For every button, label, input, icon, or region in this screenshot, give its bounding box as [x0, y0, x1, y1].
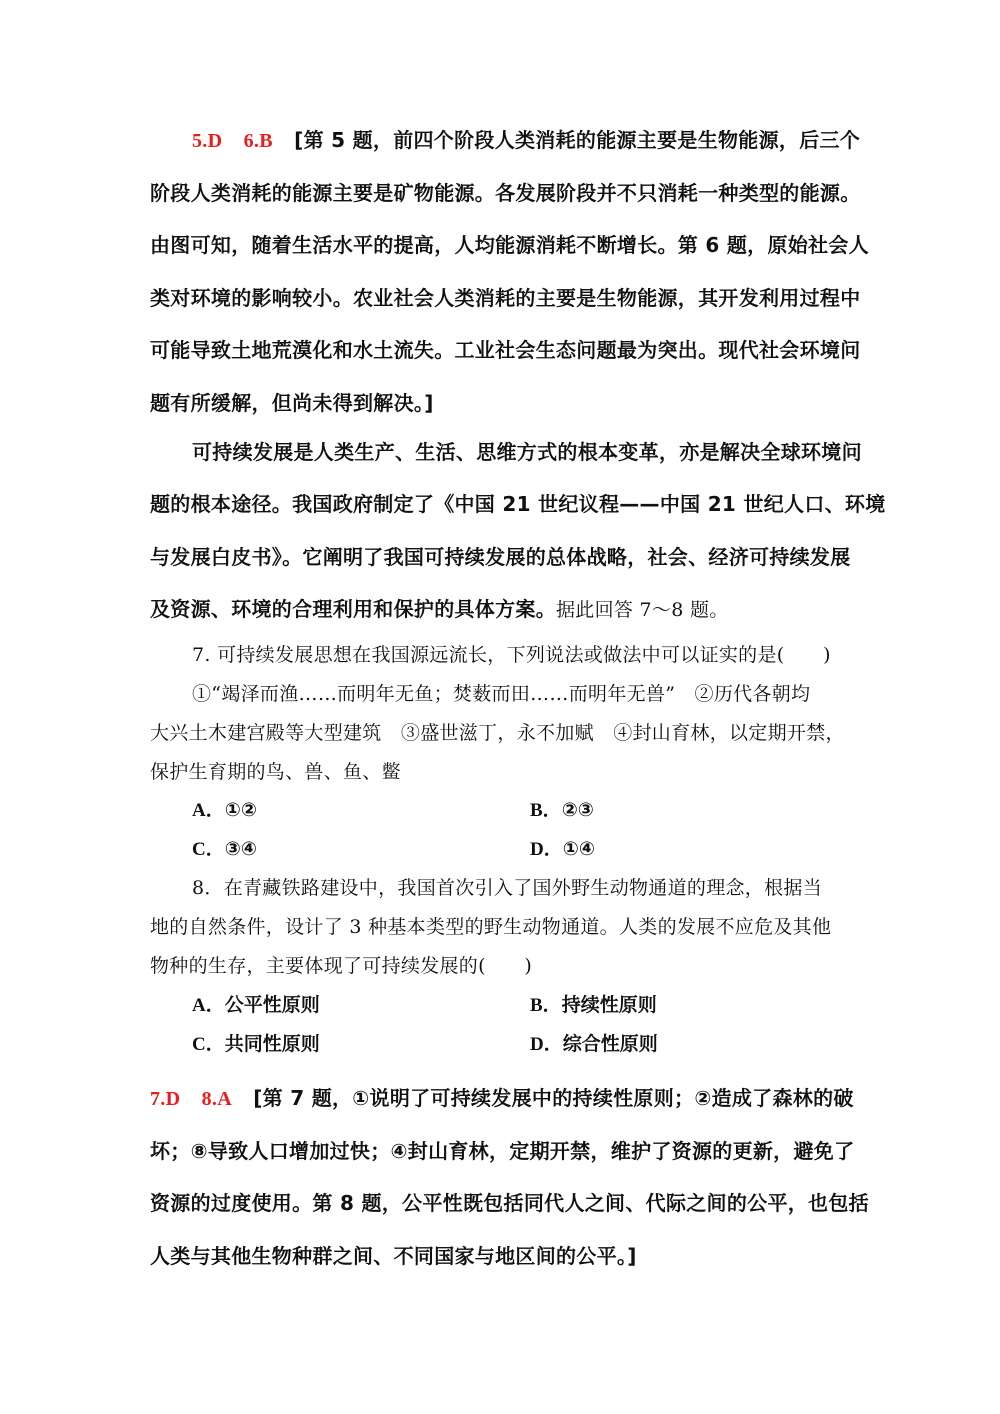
passage-text: 可持续发展是人类生产、生活、思维方式的根本变革，亦是解决全球环境问	[192, 440, 862, 464]
question-stem: 7. 可持续发展思想在我国源远流长，下列说法或做法中可以证实的是( )	[192, 644, 831, 666]
question-stem: 地的自然条件，设计了 3 种基本类型的野生动物通道。人类的发展不应危及其他	[150, 916, 832, 938]
explanation-text: 人类与其他生物种群之间、不同国家与地区间的公平。]	[150, 1244, 637, 1268]
question-statement: ①“竭泽而渔……而明年无鱼；焚薮而田……而明年无兽” ②历代各朝均	[192, 683, 811, 705]
option-c[interactable]: C．③④	[192, 838, 257, 860]
option-a[interactable]: A．公平性原则	[192, 994, 320, 1016]
explanation-text: 题有所缓解，但尚未得到解决。]	[150, 391, 434, 415]
explanation-text: 坏；⑧导致人口增加过快；④封山育林，定期开禁，维护了资源的更新，避免了	[150, 1139, 855, 1163]
explanation-text: 阶段人类消耗的能源主要是矿物能源。各发展阶段并不只消耗一种类型的能源。	[150, 181, 861, 205]
option-b[interactable]: B．②③	[530, 799, 594, 821]
answer-line	[150, 1085, 854, 1112]
passage-text: 题的根本途径。我国政府制定了《中国 21 世纪议程——中国 21 世纪人口、环境	[150, 492, 886, 516]
option-b[interactable]: B．持续性原则	[530, 994, 657, 1016]
option-c[interactable]: C．共同性原则	[192, 1033, 320, 1055]
explanation-text: 类对环境的影响较小。农业社会人类消耗的主要是生物能源，其开发利用过程中	[150, 286, 861, 310]
answer-key-5: 5.D	[192, 130, 223, 152]
question-stem: 8．在青藏铁路建设中，我国首次引入了国外野生动物通道的理念，根据当	[192, 877, 822, 899]
explanation-text: 由图可知，随着生活水平的提高，人均能源消耗不断增长。第 6 题，原始社会人	[150, 233, 869, 257]
answer-key-8: 8.A	[201, 1088, 232, 1110]
question-stem: 物种的生存，主要体现了可持续发展的( )	[150, 955, 533, 977]
question-statement: 大兴土木建宫殿等大型建筑 ③盛世滋丁，永不加赋 ④封山育林，以定期开禁，	[150, 722, 845, 744]
answer-line	[192, 127, 860, 154]
passage-text: 及资源、环境的合理利用和保护的具体方案。	[150, 597, 556, 621]
explanation-text: [第 5 题，前四个阶段人类消耗的能源主要是生物能源，后三个	[294, 128, 861, 152]
answer-key-6: 6.B	[243, 130, 273, 152]
explanation-text: 资源的过度使用。第 8 题，公平性既包括同代人之间、代际之间的公平，也包括	[150, 1191, 869, 1215]
answer-key-7: 7.D	[150, 1088, 181, 1110]
passage-text	[150, 596, 729, 623]
explanation-text: [第 7 题，①说明了可持续发展中的持续性原则；②造成了森林的破	[253, 1086, 854, 1110]
passage-text: 与发展白皮书》。它阐明了我国可持续发展的总体战略，社会、经济可持续发展	[150, 545, 851, 569]
option-d[interactable]: D．综合性原则	[530, 1033, 658, 1055]
question-statement: 保护生育期的鸟、兽、鱼、鳖	[150, 761, 401, 783]
explanation-text: 可能导致土地荒漠化和水土流失。工业社会生态问题最为突出。现代社会环境问	[150, 338, 861, 362]
option-d[interactable]: D．①④	[530, 838, 595, 860]
option-a[interactable]: A．①②	[192, 799, 257, 821]
passage-instruction: 据此回答 7～8 题。	[556, 599, 729, 621]
